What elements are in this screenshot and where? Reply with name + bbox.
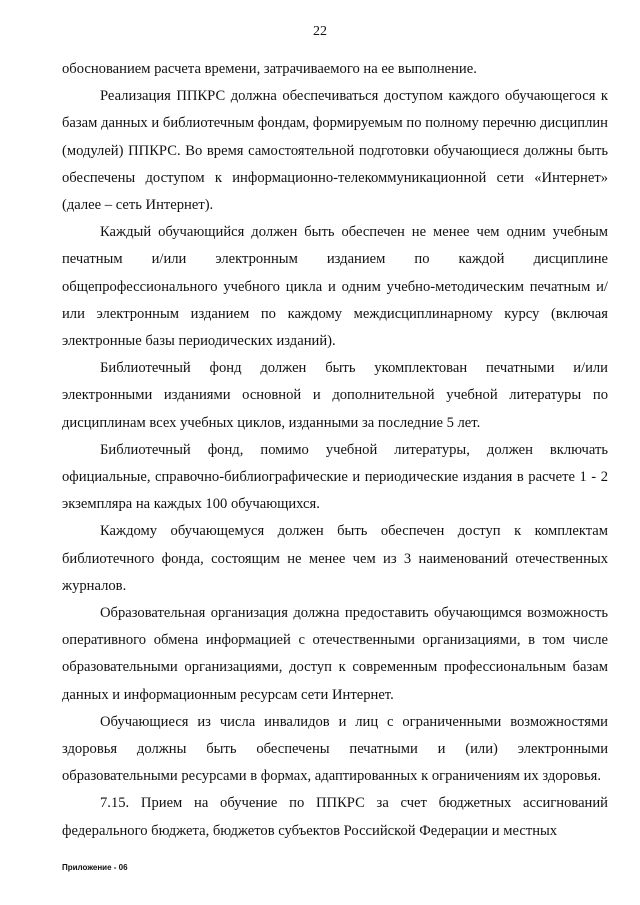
- paragraph: обоснованием расчета времени, затрачиваемого на ее выполнение.: [62, 61, 477, 77]
- paragraph: Каждому обучающемуся должен быть обеспечен доступ к комплектам библиотечного фонда, состоящим не менее чем из 3 наименований отечественных журналов.: [62, 523, 608, 594]
- paragraph: Образовательная организация должна предоставить обучающимся возможность оперативного обмена информацией с отечественными организациями, в том числе образовательными организациями, доступ к современным профессиональным базам данных и информационным ресурсам сети Интернет.: [62, 605, 608, 703]
- paragraph: Обучающиеся из числа инвалидов и лиц с ограниченными возможностями здоровья должны быть обеспечены печатными и (или) электронными образовательными ресурсами в формах, адаптированных к ограничениям их здоровья.: [62, 713, 608, 785]
- document-body: [62, 56, 608, 845]
- paragraph: 7.15. Прием на обучение по ППКРС за счет бюджетных ассигнований федерального бюджета, бюджетов субъектов Российской Федерации и местных: [62, 795, 608, 839]
- page-number: 22: [313, 24, 327, 39]
- paragraph: Каждый обучающийся должен быть обеспечен не менее чем одним учебным печатным и/или электронным изданием по каждой дисциплине общепрофессионального учебного цикла и одним учебно-методическим печатным и/или электронным изданием по каждому междисциплинарному курсу (включая электронные базы периодических изданий).: [62, 224, 608, 350]
- paragraph: Реализация ППКРС должна обеспечиваться доступом каждого обучающегося к базам данных и библиотечным фондам, формируемым по полному перечню дисциплин (модулей) ППКРС. Во время самостоятельной подготовки обучающиеся должны быть обеспечены доступом к информационно-телекоммуникационной сети «Интернет» (далее – сеть Интернет).: [62, 88, 608, 214]
- paragraph: Библиотечный фонд должен быть укомплектован печатными и/или электронными изданиями основной и дополнительной учебной литературы по дисциплинам всех учебных циклов, изданными за последние 5 лет.: [62, 360, 608, 431]
- paragraph: Библиотечный фонд, помимо учебной литературы, должен включать официальные, справочно-библиографические и периодические издания в расчете 1 - 2 экземпляра на каждых 100 обучающихся.: [62, 441, 608, 513]
- footer-note: Приложение - 06: [62, 863, 128, 872]
